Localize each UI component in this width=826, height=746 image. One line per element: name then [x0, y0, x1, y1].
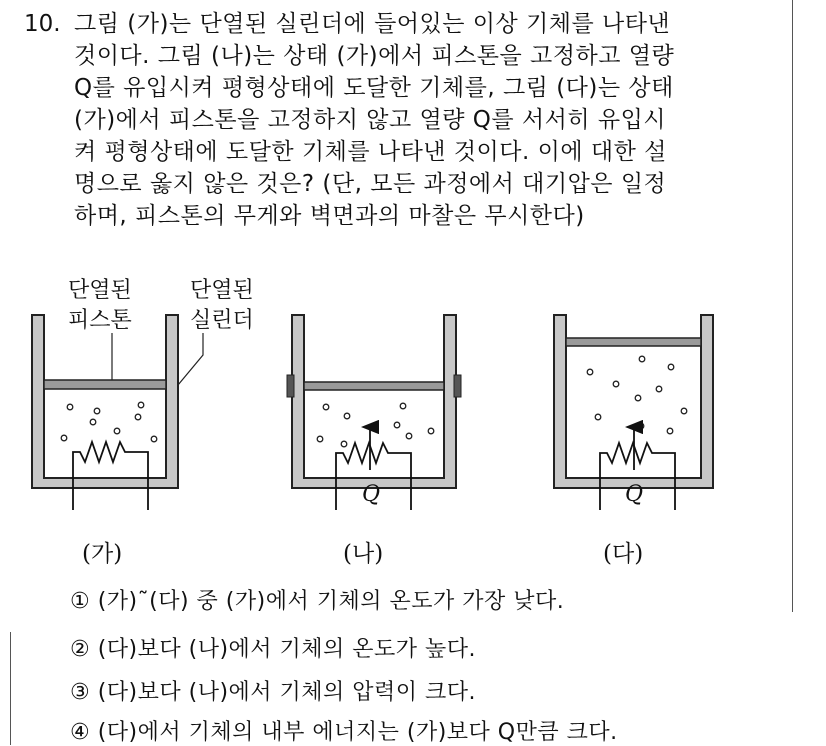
caption-ga: (가) [82, 541, 123, 567]
question-number: 10. [24, 11, 61, 37]
heat-label-da: Q [625, 482, 644, 507]
caption-na: (나) [343, 541, 384, 567]
option-4[interactable]: ④ (다)에서 기체의 내부 에너지는 (가)보다 Q만큼 크다. [70, 720, 618, 745]
piston-da [566, 338, 701, 346]
label-piston: 단열된 피스톤 [68, 278, 132, 333]
stem-line: Q를 유입시켜 평형상태에 도달한 기체를, 그림 (다)는 상태 [74, 75, 674, 101]
label-cylinder: 단열된 실린더 [190, 278, 254, 333]
piston-stopper-right [454, 375, 461, 397]
stem-line: 그림 (가)는 단열된 실린더에 들어있는 이상 기체를 나타낸 [74, 11, 671, 37]
option-1[interactable]: ① (가)˜(다) 중 (가)에서 기체의 온도가 가장 낮다. [70, 589, 565, 614]
stem-line: 켜 평형상태에 도달한 기체를 나타낸 것이다. 이에 대한 설 [74, 139, 667, 165]
piston-ga [44, 380, 166, 389]
option-3[interactable]: ③ (다)보다 (나)에서 기체의 압력이 크다. [70, 680, 477, 705]
margin-rule-left [10, 632, 11, 745]
option-2[interactable]: ② (다)보다 (나)에서 기체의 온도가 높다. [70, 637, 477, 662]
stem-line: 하며, 피스톤의 무게와 벽면과의 마찰은 무시한다) [74, 203, 585, 229]
stem-line: (가)에서 피스톤을 고정하지 않고 열량 Q를 서서히 유입시 [74, 107, 667, 133]
cylinder-diagram [0, 255, 792, 575]
question-stem [74, 8, 794, 232]
stem-line: 것이다. 그림 (나)는 상태 (가)에서 피스톤을 고정하고 열량 [74, 43, 675, 69]
caption-da: (다) [603, 541, 644, 567]
piston-stopper-left [287, 375, 294, 397]
stem-line: 명으로 옳지 않은 것은? (단, 모든 과정에서 대기압은 일정 [74, 171, 667, 197]
heat-label-na: Q [362, 482, 381, 507]
cylinder-ga [32, 315, 178, 488]
cylinder-na [292, 315, 456, 488]
piston-na [304, 382, 444, 390]
leader-cylinder [178, 333, 203, 385]
